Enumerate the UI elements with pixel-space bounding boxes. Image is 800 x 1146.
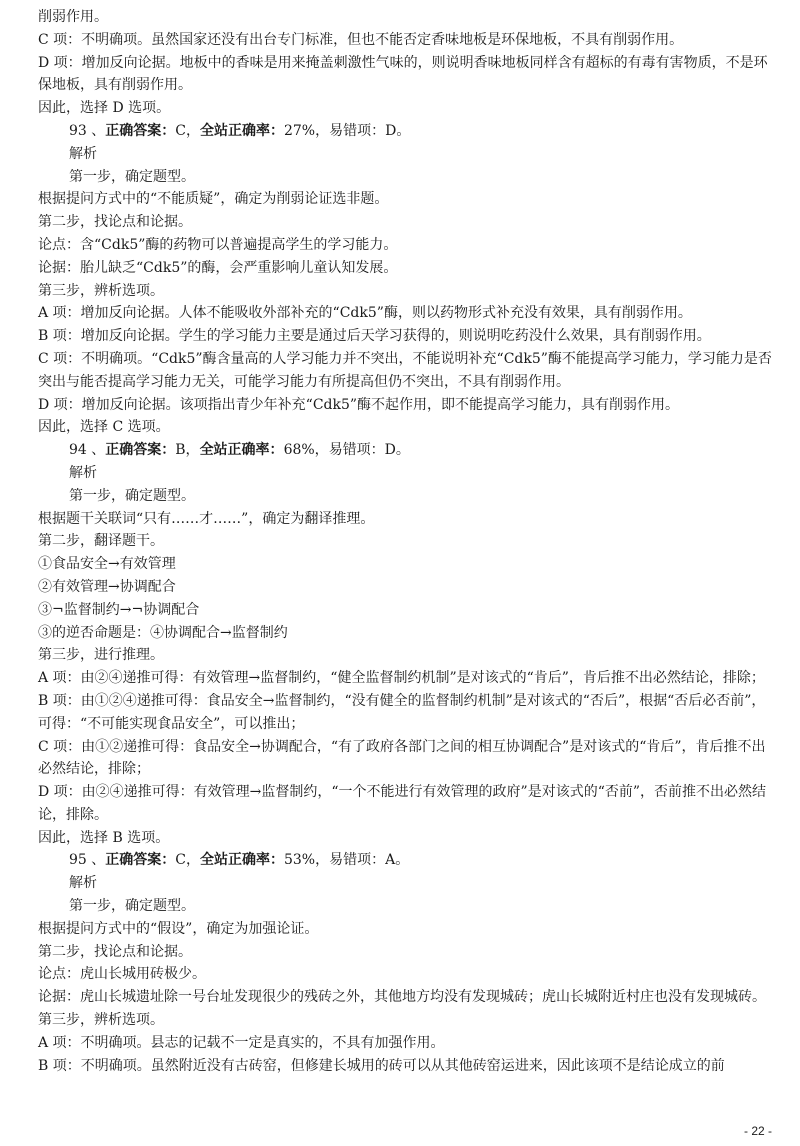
text-line: 第二步，找论点和论据。	[38, 943, 192, 960]
text-line: 因此，选择 B 选项。	[38, 829, 170, 846]
question-number: 94 、	[69, 442, 106, 459]
text-line: 解析	[69, 145, 97, 162]
question-answer-line	[38, 439, 778, 462]
accuracy-rate: 27%，	[283, 122, 330, 139]
error-prone-option: 易错项：D。	[329, 122, 411, 139]
text-line: D 项：增加反向论据。该项指出青少年补充“Cdk5”酶不起作用，即不能提高学习能力，具有削弱作用。	[38, 396, 680, 413]
error-prone-option: 易错项：D。	[328, 442, 410, 459]
text-line: ②有效管理→协调配合	[38, 578, 176, 595]
accuracy-rate: 53%，	[283, 852, 330, 869]
text-line: 第三步，辨析选项。	[38, 1012, 164, 1029]
accuracy-rate: 68%，	[283, 442, 329, 459]
text-line: 根据提问方式中的“不能质疑”，确定为削弱论证选非题。	[38, 191, 389, 208]
correct-answer: C，	[175, 122, 200, 139]
document-body	[38, 6, 778, 1077]
text-line: 论点：含“Cdk5”酶的药物可以普遍提高学生的学习能力。	[38, 236, 398, 253]
text-line: 第三步，辨析选项。	[38, 282, 164, 299]
correct-answer: B，	[175, 442, 200, 459]
answer-label: 正确答案：	[105, 122, 176, 139]
text-line: 第二步，找论点和论据。	[38, 214, 192, 231]
text-line: ①食品安全→有效管理	[38, 556, 176, 573]
accuracy-label: 全站正确率：	[199, 122, 284, 139]
text-line: B 项：增加反向论据。学生的学习能力主要是通过后天学习获得的，则说明吃药没什么效果，具有削弱作用。	[38, 328, 711, 345]
text-line: A 项：不明确项。县志的记载不一定是真实的，不具有加强作用。	[38, 1034, 445, 1051]
text-line: 第一步，确定题型。	[69, 168, 195, 185]
text-line: 根据题干关联词“只有……才……”，确定为翻译推理。	[38, 510, 375, 527]
question-answer-line	[38, 849, 778, 872]
text-line: 第二步，翻译题干。	[38, 533, 164, 550]
text-line: 第三步，进行推理。	[38, 647, 164, 664]
text-line: D 项：由②④递推可得：有效管理→监督制约，“一个不能进行有效管理的政府”是对该式的“否前”，否前推不出必然结论，排除。	[38, 784, 767, 823]
answer-label: 正确答案：	[105, 442, 176, 459]
text-line: C 项：不明确项。虽然国家还没有出台专门标准，但也不能否定香味地板是环保地板，不具有削弱作用。	[38, 31, 684, 48]
text-line: 第一步，确定题型。	[69, 487, 195, 504]
text-line: A 项：增加反向论据。人体不能吸收外部补充的“Cdk5”酶，则以药物形式补充没有效果，具有削弱作用。	[38, 305, 692, 322]
text-line: 第一步，确定题型。	[69, 898, 195, 915]
text-line: 论据：虎山长城遗址除一号台址发现很少的残砖之外，其他地方均没有发现城砖；虎山长城附近村庄也没有发现城砖。	[38, 989, 766, 1006]
text-line: 解析	[69, 464, 97, 481]
text-line: ③¬监督制约→¬协调配合	[38, 601, 200, 618]
text-line: ③的逆否命题是：④协调配合→监督制约	[38, 624, 288, 641]
text-line: 因此，选择 C 选项。	[38, 419, 170, 436]
accuracy-label: 全站正确率：	[199, 852, 284, 869]
text-line: 因此，选择 D 选项。	[38, 100, 171, 117]
text-line: C 项：由①②递推可得：食品安全→协调配合，“有了政府各部门之间的相互协调配合”是对该式的“肯后”，肯后推不出必然结论，排除；	[38, 738, 766, 778]
text-line: 削弱作用。	[38, 9, 108, 25]
question-number: 95 、	[69, 852, 106, 869]
text-line: 解析	[69, 875, 97, 892]
text-line: B 项：由①②④递推可得：食品安全→监督制约，“没有健全的监督制约机制”是对该式的“否后”，根据“否后必否前”，可得：“不可能实现食品安全”，可以推出；	[38, 692, 766, 732]
text-line: D 项：增加反向论据。地板中的香味是用来掩盖刺激性气味的，则说明香味地板同样含有超标的有毒有害物质，不是环保地板，具有削弱作用。	[38, 54, 768, 94]
question-answer-line	[38, 120, 778, 143]
text-line: C 项：不明确项。“Cdk5”酶含量高的人学习能力并不突出，不能说明补充“Cdk5”酶不能提高学习能力，学习能力是否突出与能否提高学习能力无关，可能学习能力有所提高但仍不突出，不具有削弱作用。	[38, 350, 772, 390]
page-number: - 22 -	[743, 1124, 772, 1138]
error-prone-option: 易错项：A。	[329, 852, 410, 869]
question-number: 93 、	[69, 122, 106, 139]
accuracy-label: 全站正确率：	[199, 442, 284, 459]
text-line: 论点：虎山长城用砖极少。	[38, 966, 206, 983]
correct-answer: C，	[175, 852, 200, 869]
answer-label: 正确答案：	[105, 852, 176, 869]
text-line: 根据提问方式中的“假设”，确定为加强论证。	[38, 920, 319, 937]
text-line: B 项：不明确项。虽然附近没有古砖窑，但修建长城用的砖可以从其他砖窑运进来，因此该项不是结论成立的前	[38, 1057, 725, 1074]
text-line: A 项：由②④递推可得：有效管理→监督制约，“健全监督制约机制”是对该式的“肯后”，肯后推不出必然结论，排除；	[38, 670, 765, 687]
text-line: 论据：胎儿缺乏“Cdk5”的酶，会严重影响儿童认知发展。	[38, 259, 398, 276]
